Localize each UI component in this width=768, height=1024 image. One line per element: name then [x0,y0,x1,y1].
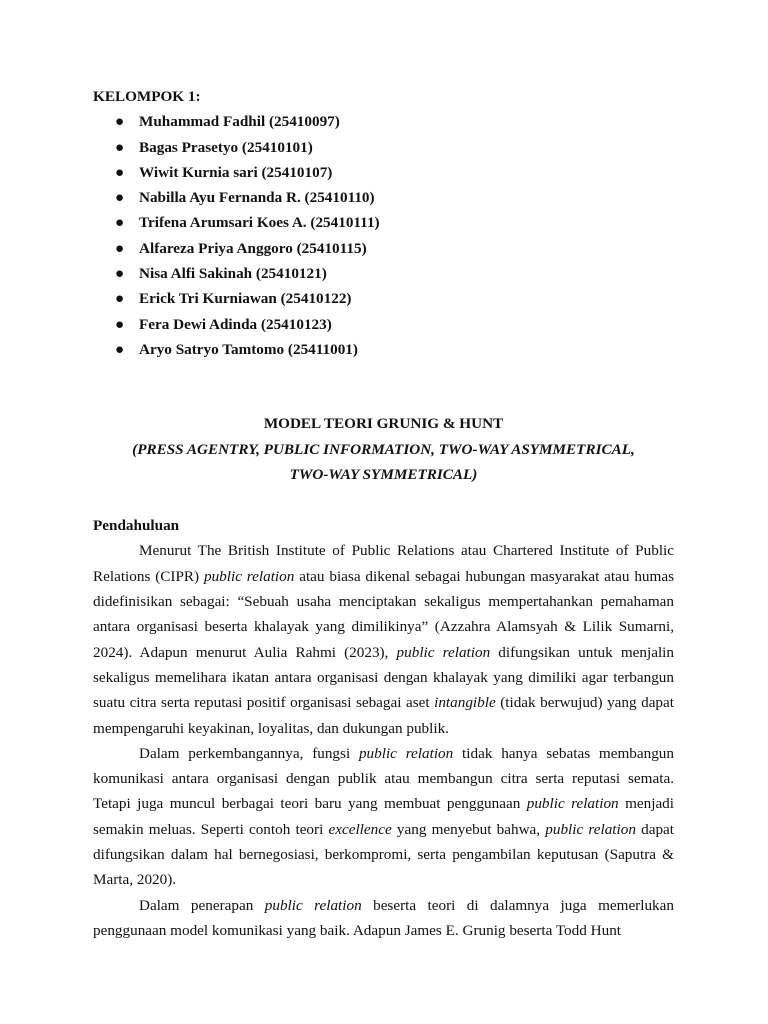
bullet-icon: ● [115,189,125,207]
document-subtitle-line-2: TWO-WAY SYMMETRICAL) [289,465,478,483]
italic-term: public relation [203,567,295,585]
section-heading: Pendahuluan [93,517,180,535]
member-list-item [93,236,674,261]
member-name: Nisa Alfi Sakinah (25410121) [139,265,327,283]
member-list-item [93,312,674,337]
document-subtitle-line-1: (PRESS AGENTRY, PUBLIC INFORMATION, TWO-WAY ASYMMETRICAL, [132,440,635,458]
member-list-item [93,261,674,286]
member-name: Fera Dewi Adinda (25410123) [139,315,332,333]
bullet-icon: ● [115,214,125,232]
member-name: Nabilla Ayu Fernanda R. (25410110) [139,189,375,207]
paragraph-text: Menurut The British Institute of Public Relations atau Chartered Institute of Public Relations (CIPR) [93,542,674,585]
paragraph-text: beserta teori di dalamnya juga memerlukan penggunaan model komunikasi yang baik. Adapun James E. Grunig beserta Todd Hunt [93,896,674,939]
italic-term: public relation [264,896,362,914]
bullet-icon: ● [115,340,125,358]
paragraph-text: Dalam perkembangannya, fungsi [139,744,359,762]
bullet-icon: ● [115,138,125,156]
paragraph-text: difungsikan untuk menjalin sekaligus memelihara ikatan antara organisasi dengan khalayak yang dimiliki agar terbangun suatu citra serta reputasi positif organisasi sebagai aset [93,643,674,712]
member-name: Wiwit Kurnia sari (25410107) [139,163,333,181]
member-list-item [93,135,674,160]
bullet-icon: ● [115,290,125,308]
body-paragraph [93,893,674,944]
italic-term: public relation [526,795,619,813]
member-list-item [93,109,674,134]
body-paragraph [93,538,674,740]
member-name: Bagas Prasetyo (25410101) [139,138,313,156]
member-name: Alfareza Priya Anggoro (25410115) [139,239,367,257]
paragraph-text: atau biasa dikenal sebagai hubungan masyarakat atau humas didefinisikan sebagai: “Sebuah usaha menciptakan sekaligus mempertahankan pemahaman antara organisasi beserta khalayak yang dimilikinya” (Azzahra Alamsyah & Lilik Sumarni, 2024). Adapun menurut Aulia Rahmi (2023), [93,567,674,661]
bullet-icon: ● [115,113,125,131]
italic-term: excellence [328,820,392,838]
paragraph-text: menjadi semakin meluas. Seperti contoh teori [93,795,674,838]
member-list-item [93,160,674,185]
member-name: Muhammad Fadhil (25410097) [139,113,340,131]
document-title: MODEL TEORI GRUNIG & HUNT [263,415,504,433]
member-list-item [93,337,674,362]
paragraph-text: yang menyebut bahwa, [391,820,546,838]
paragraph-text: tidak hanya sebatas membangun komunikasi antara organisasi dengan publik atau membangun citra serta reputasi semata. Tetapi juga muncul berbagai teori baru yang membuat penggunaan [93,744,674,813]
member-name: Trifena Arumsari Koes A. (25410111) [139,214,380,232]
paragraph-text: (tidak berwujud) yang dapat mempengaruhi keyakinan, loyalitas, dan dukungan publik. [93,694,674,737]
italic-term: intangible [434,694,496,712]
italic-term: public relation [358,744,454,762]
bullet-icon: ● [115,265,125,283]
member-list-item [93,210,674,235]
member-name: Erick Tri Kurniawan (25410122) [139,290,352,308]
italic-term: public relation [545,820,636,838]
title-block [93,411,674,487]
member-list-item [93,185,674,210]
section-body [93,538,674,943]
bullet-icon: ● [115,239,125,257]
paragraph-text: Dalam penerapan [139,896,265,914]
italic-term: public relation [396,643,491,661]
paragraph-text: dapat difungsikan dalam hal bernegosiasi, berkompromi, serta pengambilan keputusan (Saputra & Marta, 2020). [93,820,674,889]
document-page [93,84,674,943]
body-paragraph [93,741,674,893]
bullet-icon: ● [115,163,125,181]
member-list [93,109,674,362]
group-title: KELOMPOK 1: [93,88,201,105]
member-list-item [93,286,674,311]
bullet-icon: ● [115,315,125,333]
member-name: Aryo Satryo Tamtomo (25411001) [139,340,358,358]
